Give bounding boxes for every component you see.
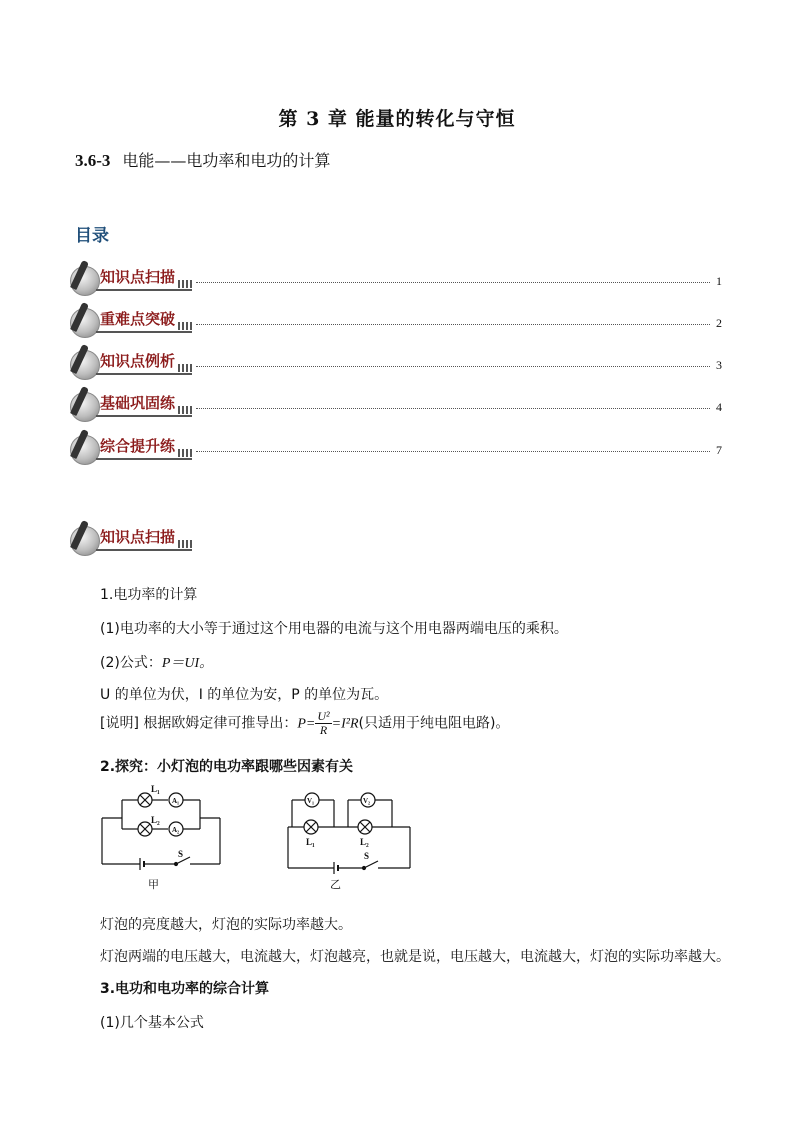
- formula-prefix: (2)公式：: [100, 655, 162, 671]
- toc-item[interactable]: [70, 431, 722, 465]
- toc-item-label: 基础巩固练: [100, 394, 176, 412]
- toc-page-number: 1: [716, 274, 722, 288]
- pen-badge-icon: [70, 388, 194, 422]
- toc-title: 目录: [75, 226, 109, 246]
- section-title: 电能——电功率和电功的计算: [122, 151, 331, 170]
- content-paragraph: (1)电功率的大小等于通过这个用电器的电流与这个用电器两端电压的乘积。: [100, 621, 568, 637]
- content-paragraph: 灯泡的亮度越大，灯泡的实际功率越大。: [100, 917, 352, 933]
- label-s-right: S: [364, 851, 370, 861]
- content-heading-2: 2.探究：小灯泡的电功率跟哪些因素有关: [100, 759, 354, 775]
- label-l2-right: L₂: [360, 837, 369, 847]
- section-badge-label: 知识点扫描: [100, 528, 176, 546]
- circuit-diagrams: [96, 784, 426, 894]
- label-v2: V₂: [363, 797, 371, 805]
- pen-badge-icon: [70, 304, 194, 338]
- content-heading-3: 3.电功和电功率的综合计算: [100, 981, 270, 997]
- toc-item-label: 知识点例析: [100, 352, 176, 370]
- toc-item[interactable]: [70, 346, 722, 380]
- content-paragraph: (1)几个基本公式: [100, 1015, 204, 1031]
- fraction-numerator: U²: [317, 709, 330, 723]
- dot-leader: [196, 408, 710, 409]
- toc-page-number: 4: [716, 400, 722, 414]
- dot-leader: [196, 366, 710, 367]
- content-paragraph: 灯泡两端的电压越大，电流越大，灯泡越亮，也就是说，电压越大，电流越大，灯泡的实际功率越大。: [100, 949, 730, 965]
- toc-item-label: 知识点扫描: [100, 268, 176, 286]
- content-heading-1: 1.电功率的计算: [100, 587, 198, 603]
- note-suffix: (只适用于纯电阻电路)。: [358, 715, 510, 732]
- pen-badge-icon: [70, 522, 194, 556]
- section-heading: [75, 148, 330, 171]
- content-paragraph: [100, 652, 213, 672]
- pen-badge-icon: [70, 431, 194, 465]
- circuit-left: [102, 793, 220, 870]
- power-formula: P＝UI。: [161, 656, 214, 671]
- formula-lhs: P=: [297, 716, 316, 732]
- toc-page-number: 3: [716, 358, 722, 372]
- dot-leader: [196, 324, 710, 325]
- caption-jia: 甲: [148, 879, 159, 891]
- fraction-denominator: R: [319, 723, 328, 737]
- note-prefix: [说明] 根据欧姆定律可推导出：: [100, 715, 298, 732]
- dot-leader: [196, 282, 710, 283]
- circuit-right: [288, 793, 410, 874]
- section-number: 3.6-3: [75, 151, 111, 170]
- label-a1: A₁: [172, 797, 180, 805]
- content-paragraph: U 的单位为伏，I 的单位为安，P 的单位为瓦。: [100, 687, 389, 703]
- toc-item[interactable]: [70, 304, 722, 338]
- formula-rhs: =I²R: [331, 716, 359, 732]
- chapter-title: 第 3 章 能量的转化与守恒: [278, 108, 516, 130]
- caption-yi: 乙: [330, 879, 341, 891]
- label-s-left: S: [178, 849, 184, 859]
- dot-leader: [196, 451, 710, 452]
- toc-page-number: 7: [716, 443, 722, 457]
- label-l2: L₂: [151, 815, 160, 825]
- fraction: [315, 710, 331, 737]
- toc-item-label: 综合提升练: [100, 437, 176, 455]
- content-paragraph: [100, 710, 509, 737]
- label-l1: L₁: [151, 784, 160, 794]
- toc-item-label: 重难点突破: [100, 310, 176, 328]
- toc-item[interactable]: [70, 388, 722, 422]
- toc-page-number: 2: [716, 316, 722, 330]
- label-l1-right: L₁: [306, 837, 315, 847]
- label-a2: A₂: [172, 826, 180, 834]
- pen-badge-icon: [70, 346, 194, 380]
- section-badge: [70, 522, 200, 556]
- label-v1: V₁: [307, 797, 315, 805]
- toc-item[interactable]: [70, 262, 722, 296]
- pen-badge-icon: [70, 262, 194, 296]
